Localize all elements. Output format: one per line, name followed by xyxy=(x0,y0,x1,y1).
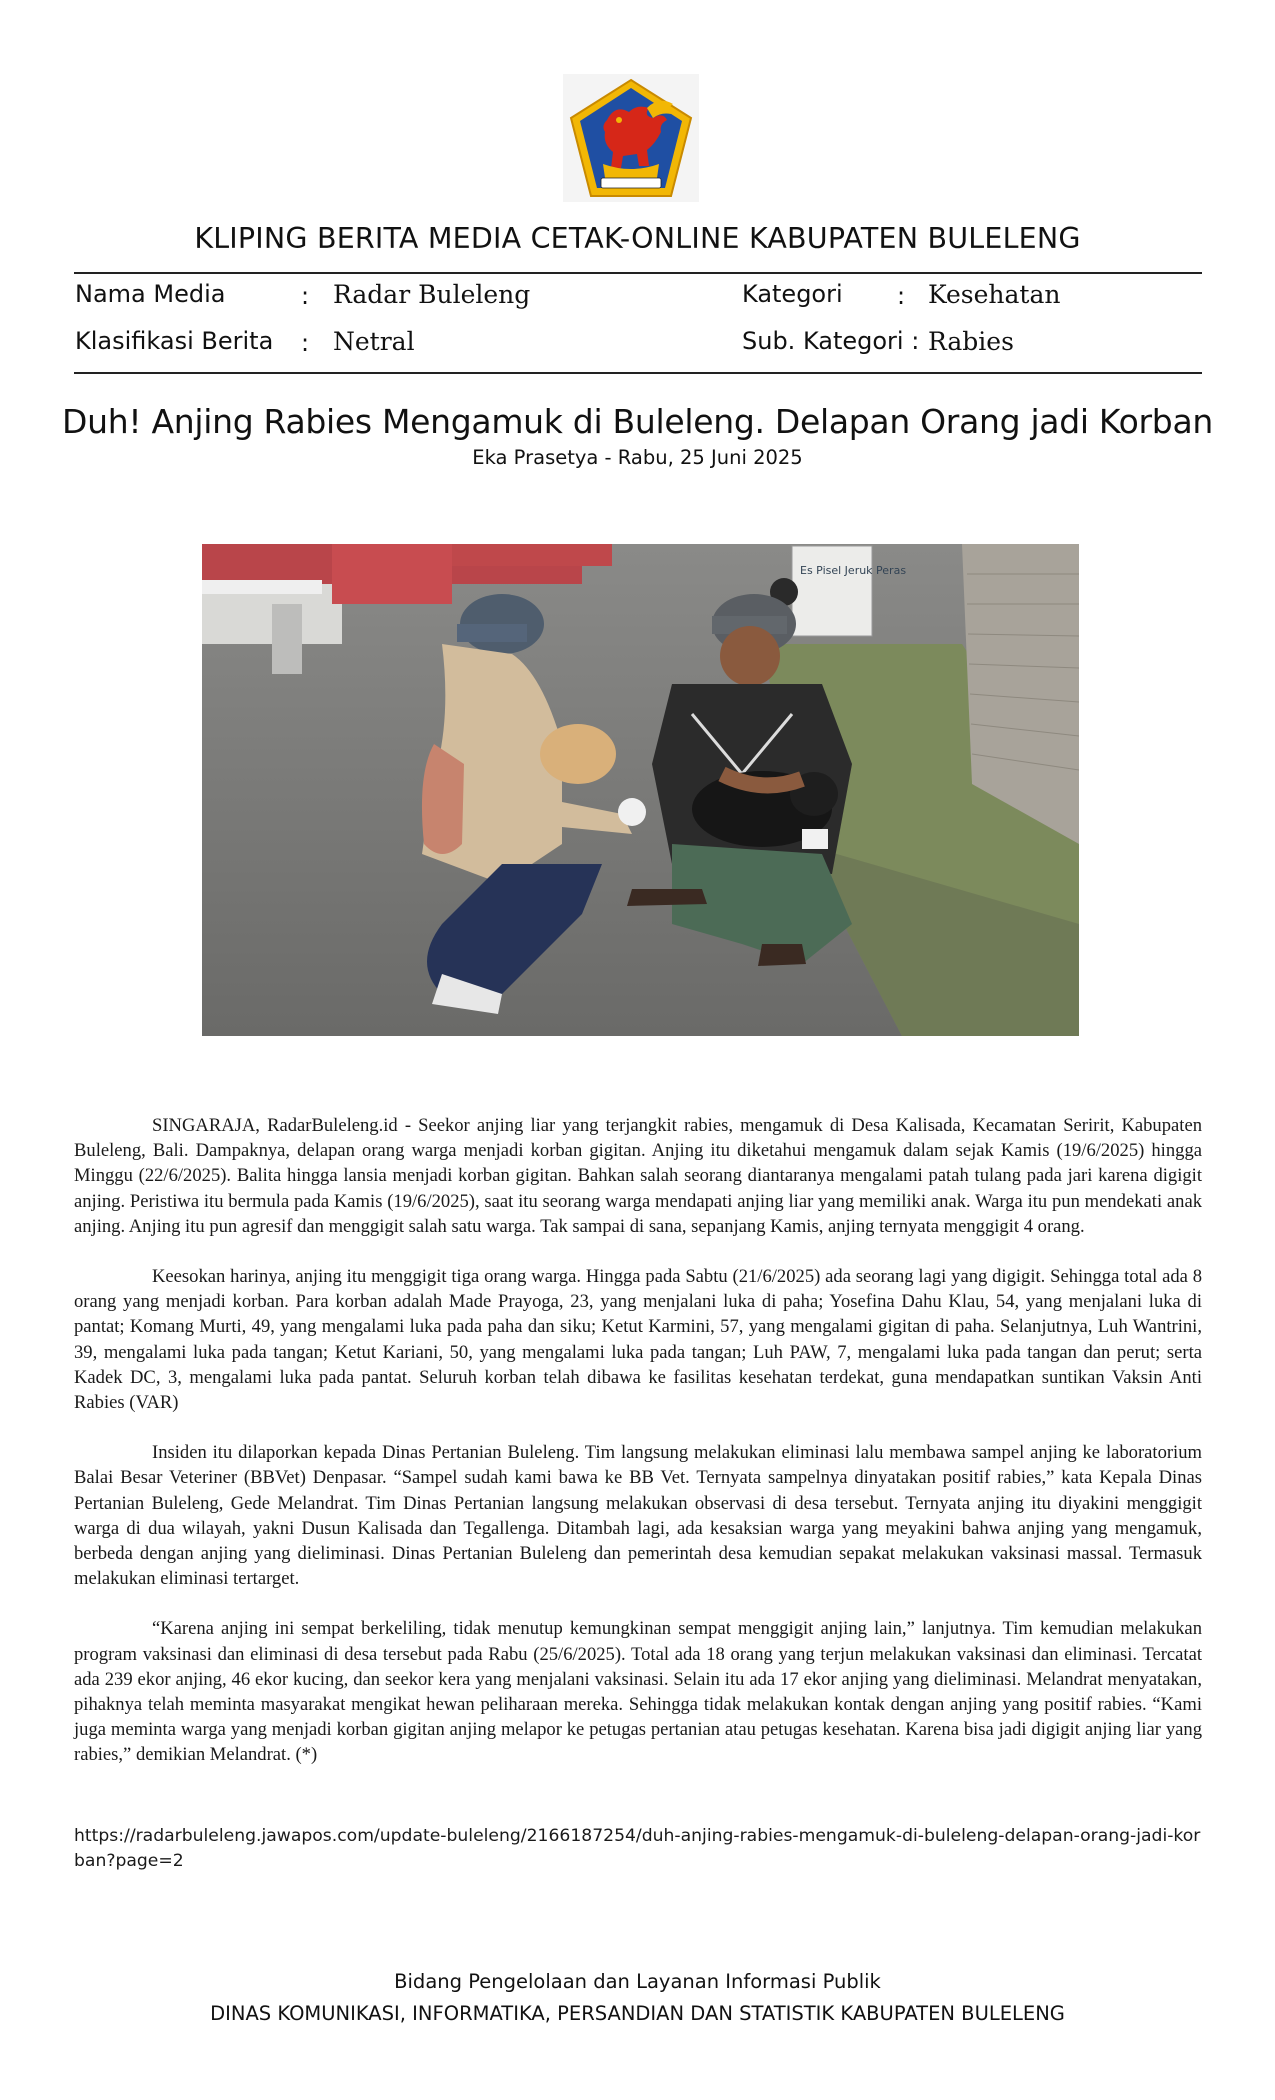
footer-agency: DINAS KOMUNIKASI, INFORMATIKA, PERSANDIAN DAN STATISTIK KABUPATEN BULELENG xyxy=(210,2002,1065,2025)
kategori-label: Kategori xyxy=(742,280,843,308)
header-top-rule xyxy=(74,272,1202,274)
article-paragraph: Insiden itu dilaporkan kepada Dinas Pertanian Buleleng. Tim langsung melakukan eliminasi lalu membawa sampel anjing ke laboratorium Balai Besar Veteriner (BBVet) Denpasar. “Sampel sudah kami bawa ke BB Vet. Ternyata sampelnya dinyatakan positif rabies,” kata Kepala Dinas Pertanian Buleleng, Gede Melandrat. Tim Dinas Pertanian langsung melakukan observasi di desa tersebut. Ternyata anjing itu diyakini menggigit warga di dua wilayah, yakni Dusun Kalisada dan Tegallenga. Ditambah lagi, ada kesaksian warga yang meyakini bahwa anjing yang mengamuk, berbeda dengan anjing yang dieliminasi. Dinas Pertanian Buleleng dan pemerintah desa kemudian sepakat melakukan vaksinasi massal. Termasuk melakukan eliminasi tertarget. xyxy=(74,1442,1202,1590)
clipping-header-title: KLIPING BERITA MEDIA CETAK-ONLINE KABUPATEN BULELENG xyxy=(194,222,1081,255)
klasifikasi-separator: : xyxy=(301,329,310,357)
subkategori-label: Sub. Kategori : xyxy=(742,327,920,355)
media-separator: : xyxy=(301,282,310,310)
article-paragraph: Keesokan harinya, anjing itu menggigit tiga orang warga. Hingga pada Sabtu (21/6/2025) ada seorang lagi yang digigit. Sehingga total ada 8 orang yang menjadi korban. Para korban adalah Made Prayoga, 23, yang menjalani luka di paha; Yosefina Dahu Klau, 54, yang menjalani luka di pantat; Komang Murti, 49, yang mengalami luka pada paha dan siku; Ketut Karmini, 57, yang mengalami gigitan di paha. Selanjutnya, Luh Wantrini, 39, mengalami luka pada tangan; Ketut Kariani, 50, yang mengalami luka pada tangan; Luh PAW, 7, mengalami luka pada tangan dan perut; serta Kadek DC, 3, mengalami luka pada pantat. Seluruh korban telah dibawa ke fasilitas kesehatan terdekat, guna mendapatkan suntikan Vaksin Anti Rabies (VAR) xyxy=(74,1266,1202,1414)
klasifikasi-value: Netral xyxy=(333,327,415,356)
media-label: Nama Media xyxy=(75,280,226,308)
buleleng-emblem-logo xyxy=(563,74,699,202)
kategori-separator: : xyxy=(897,282,906,310)
article-body xyxy=(74,1113,1202,1793)
kategori-value: Kesehatan xyxy=(928,280,1061,309)
media-value: Radar Buleleng xyxy=(333,280,531,309)
header-bottom-rule xyxy=(74,372,1202,374)
klasifikasi-label: Klasifikasi Berita xyxy=(75,327,274,355)
article-byline: Eka Prasetya - Rabu, 25 Juni 2025 xyxy=(472,446,803,469)
footer-division: Bidang Pengelolaan dan Layanan Informasi Publik xyxy=(394,1970,881,1993)
article-photo xyxy=(202,544,1079,1036)
article-headline: Duh! Anjing Rabies Mengamuk di Buleleng. Delapan Orang jadi Korban xyxy=(62,402,1213,441)
source-url-link[interactable]: https://radarbuleleng.jawapos.com/update-buleleng/2166187254/duh-anjing-rabies-mengamuk-di-buleleng-delapan-orang-jadi-korban?page=2 xyxy=(74,1826,1201,1871)
article-paragraph: SINGARAJA, RadarBuleleng.id - Seekor anjing liar yang terjangkit rabies, mengamuk di Desa Kalisada, Kecamatan Seririt, Kabupaten Buleleng, Bali. Dampaknya, delapan orang warga menjadi korban gigitan. Anjing itu diketahui mengamuk dalam sejak Kamis (19/6/2025) hingga Minggu (22/6/2025). Balita hingga lansia menjadi korban gigitan. Bahkan salah seorang diantaranya mengalami patah tulang pada jari karena digigit anjing. Peristiwa itu bermula pada Kamis (19/6/2025), saat itu seorang warga mendapati anjing liar yang memiliki anak. Warga itu pun mendekati anak anjing. Anjing itu pun agresif dan menggigit salah satu warga. Tak sampai di sana, sepanjang Kamis, anjing ternyata menggigit 4 orang. xyxy=(74,1115,1202,1237)
subkategori-value: Rabies xyxy=(928,327,1014,356)
cart-signboard-text: Es Pisel Jeruk Peras xyxy=(800,564,907,577)
article-paragraph: “Karena anjing ini sempat berkeliling, tidak menutup kemungkinan sempat menggigit anjing lain,” lanjutnya. Tim kemudian melakukan program vaksinasi dan eliminasi di desa tersebut pada Rabu (25/6/2025). Total ada 18 orang yang terjun melakukan vaksinasi dan eliminasi. Tercatat ada 239 ekor anjing, 46 ekor kucing, dan seekor kera yang menjalani vaksinasi. Selain itu ada 17 ekor anjing yang dieliminasi. Melandrat menyatakan, pihaknya telah meminta masyarakat mengikat hewan peliharaan mereka. Sehingga tidak melakukan kontak dengan anjing yang positif rabies. “Kami juga meminta warga yang menjadi korban gigitan anjing melapor ke petugas pertanian atau petugas kesehatan. Karena bisa jadi digigit anjing liar yang rabies,” demikian Melandrat. (*) xyxy=(74,1618,1202,1766)
